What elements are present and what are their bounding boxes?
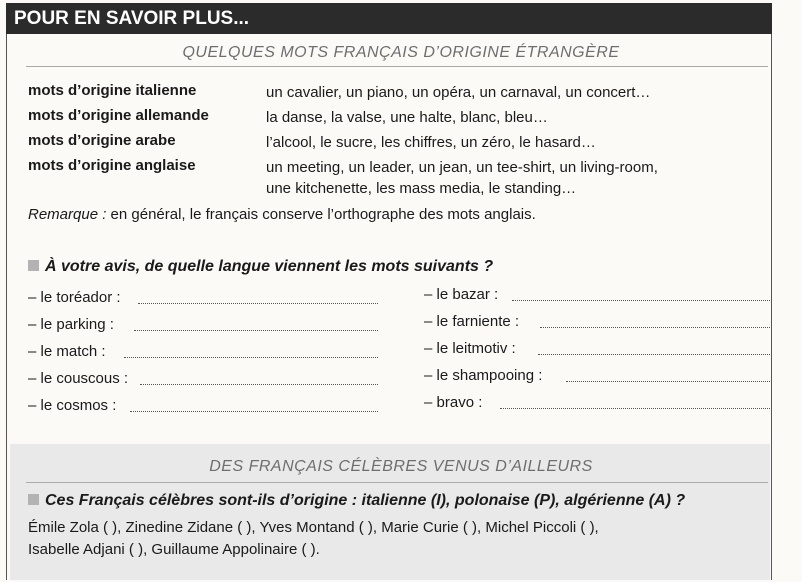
- section-divider: [26, 482, 768, 483]
- origin-label: mots d’origine arabe: [28, 132, 176, 149]
- answer-blank-match[interactable]: [124, 357, 378, 358]
- remark: [28, 206, 536, 223]
- square-bullet-icon: [28, 494, 39, 505]
- answer-blank-bazar[interactable]: [512, 300, 772, 301]
- answer-blank-leitmotiv[interactable]: [538, 354, 772, 355]
- section-title-foreign-words: QUELQUES MOTS FRANÇAIS D’ORIGINE ÉTRANGÈRE: [182, 44, 620, 61]
- word-label-farniente: – le farniente :: [424, 313, 520, 330]
- origin-examples-continued: une kitchenette, les mass media, le standing…: [266, 180, 577, 197]
- origin-label: mots d’origine anglaise: [28, 157, 196, 174]
- remark-text: en général, le français conserve l’orthographe des mots anglais.: [106, 206, 536, 223]
- origin-examples: la danse, la valse, une halte, blanc, bleu…: [266, 109, 548, 126]
- famous-people-line-1: Émile Zola ( ), Zinedine Zidane ( ), Yves Montand ( ), Marie Curie ( ), Michel Piccoli ( ),: [28, 519, 599, 536]
- section-banner: POUR EN SAVOIR PLUS...: [6, 3, 772, 34]
- word-label-couscous: – le couscous :: [28, 370, 129, 387]
- word-label-shampooing: – le shampooing :: [424, 367, 543, 384]
- word-label-parking: – le parking :: [28, 316, 114, 333]
- word-label-match: – le match :: [28, 343, 106, 360]
- answer-blank-toreador[interactable]: [138, 303, 378, 304]
- answer-blank-couscous[interactable]: [140, 384, 378, 385]
- answer-blank-bravo[interactable]: [500, 408, 772, 409]
- famous-people-question: [28, 492, 685, 510]
- answer-blank-shampooing[interactable]: [566, 381, 772, 382]
- answer-blank-farniente[interactable]: [540, 327, 772, 328]
- origin-examples: un meeting, un leader, un jean, un tee-shirt, un living-room,: [266, 159, 658, 176]
- word-label-bravo: – bravo :: [424, 394, 483, 411]
- word-label-bazar: – le bazar :: [424, 286, 499, 303]
- origin-examples: l’alcool, le sucre, les chiffres, un zéro, le hasard…: [266, 134, 596, 151]
- origin-label: mots d’origine allemande: [28, 107, 209, 124]
- word-label-leitmotiv: – le leitmotiv :: [424, 340, 516, 357]
- exercise-question: [28, 258, 493, 276]
- remark-label: Remarque :: [28, 206, 107, 223]
- exercise-question-text: À votre avis, de quelle langue viennent les mots suivants ?: [45, 258, 494, 275]
- square-bullet-icon: [28, 260, 39, 271]
- origin-examples: un cavalier, un piano, un opéra, un carnaval, un concert…: [266, 84, 651, 101]
- famous-people-question-text: Ces Français célèbres sont-ils d’origine : italienne (I), polonaise (P), algérienne (A) ?: [45, 492, 686, 509]
- origin-label: mots d’origine italienne: [28, 82, 197, 99]
- section-divider: [26, 66, 768, 67]
- section-title-famous-people: DES FRANÇAIS CÉLÈBRES VENUS D’AILLEURS: [209, 458, 593, 475]
- answer-blank-parking[interactable]: [134, 330, 378, 331]
- word-label-cosmos: – le cosmos :: [28, 397, 117, 414]
- word-label-toreador: – le toréador :: [28, 289, 121, 306]
- famous-people-line-2: Isabelle Adjani ( ), Guillaume Appolinaire ( ).: [28, 541, 320, 558]
- answer-blank-cosmos[interactable]: [130, 411, 378, 412]
